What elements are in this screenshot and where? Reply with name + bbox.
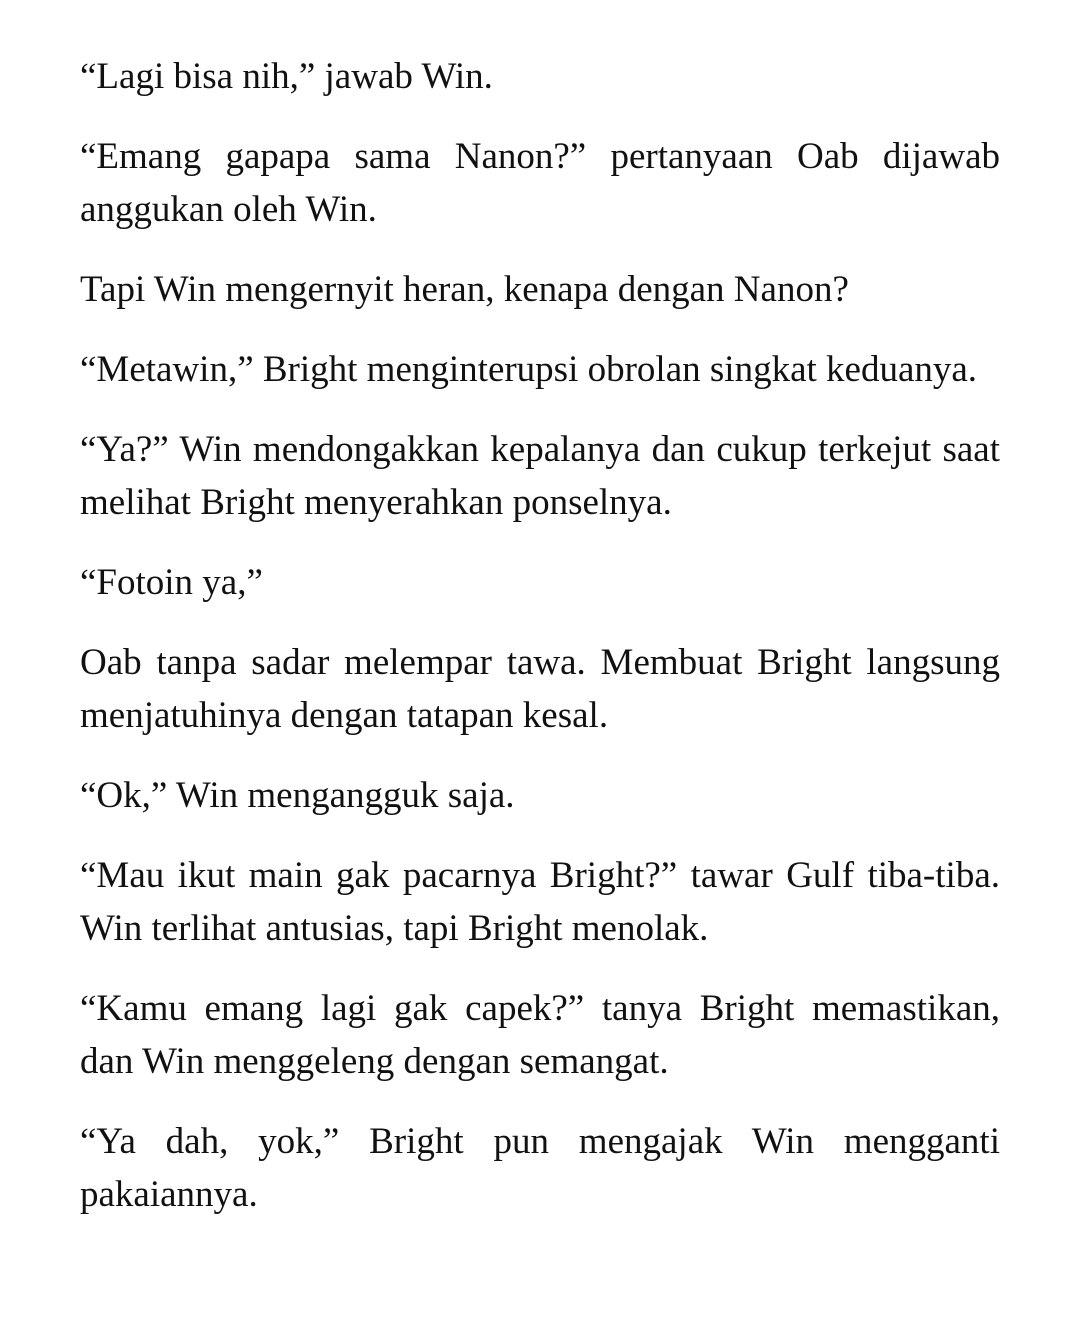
- paragraph-10: “Kamu emang lagi gak capek?” tanya Bright memastikan, dan Win menggeleng dengan semangat.: [80, 988, 1000, 1082]
- paragraph-7: Oab tanpa sadar melempar tawa. Membuat Bright langsung menjatuhinya dengan tatapan kesal.: [80, 642, 1000, 736]
- paragraph-9: “Mau ikut main gak pacarnya Bright?” tawar Gulf tiba-tiba. Win terlihat antusias, tapi Bright menolak.: [80, 855, 1000, 949]
- paragraph-1: “Lagi bisa nih,” jawab Win.: [80, 56, 493, 97]
- paragraph-4: “Metawin,” Bright menginterupsi obrolan singkat keduanya.: [80, 349, 978, 390]
- paragraph-6: “Fotoin ya,”: [80, 562, 263, 603]
- paragraph-2: “Emang gapapa sama Nanon?” pertanyaan Oab dijawab anggukan oleh Win.: [80, 136, 1000, 230]
- paragraph-5: “Ya?” Win mendongakkan kepalanya dan cukup terkejut saat melihat Bright menyerahkan ponselnya.: [80, 429, 1000, 523]
- paragraph-11: “Ya dah, yok,” Bright pun mengajak Win mengganti pakaiannya.: [80, 1121, 1000, 1215]
- paragraph-8: “Ok,” Win mengangguk saja.: [80, 775, 515, 816]
- paragraph-3: Tapi Win mengernyit heran, kenapa dengan Nanon?: [80, 269, 849, 310]
